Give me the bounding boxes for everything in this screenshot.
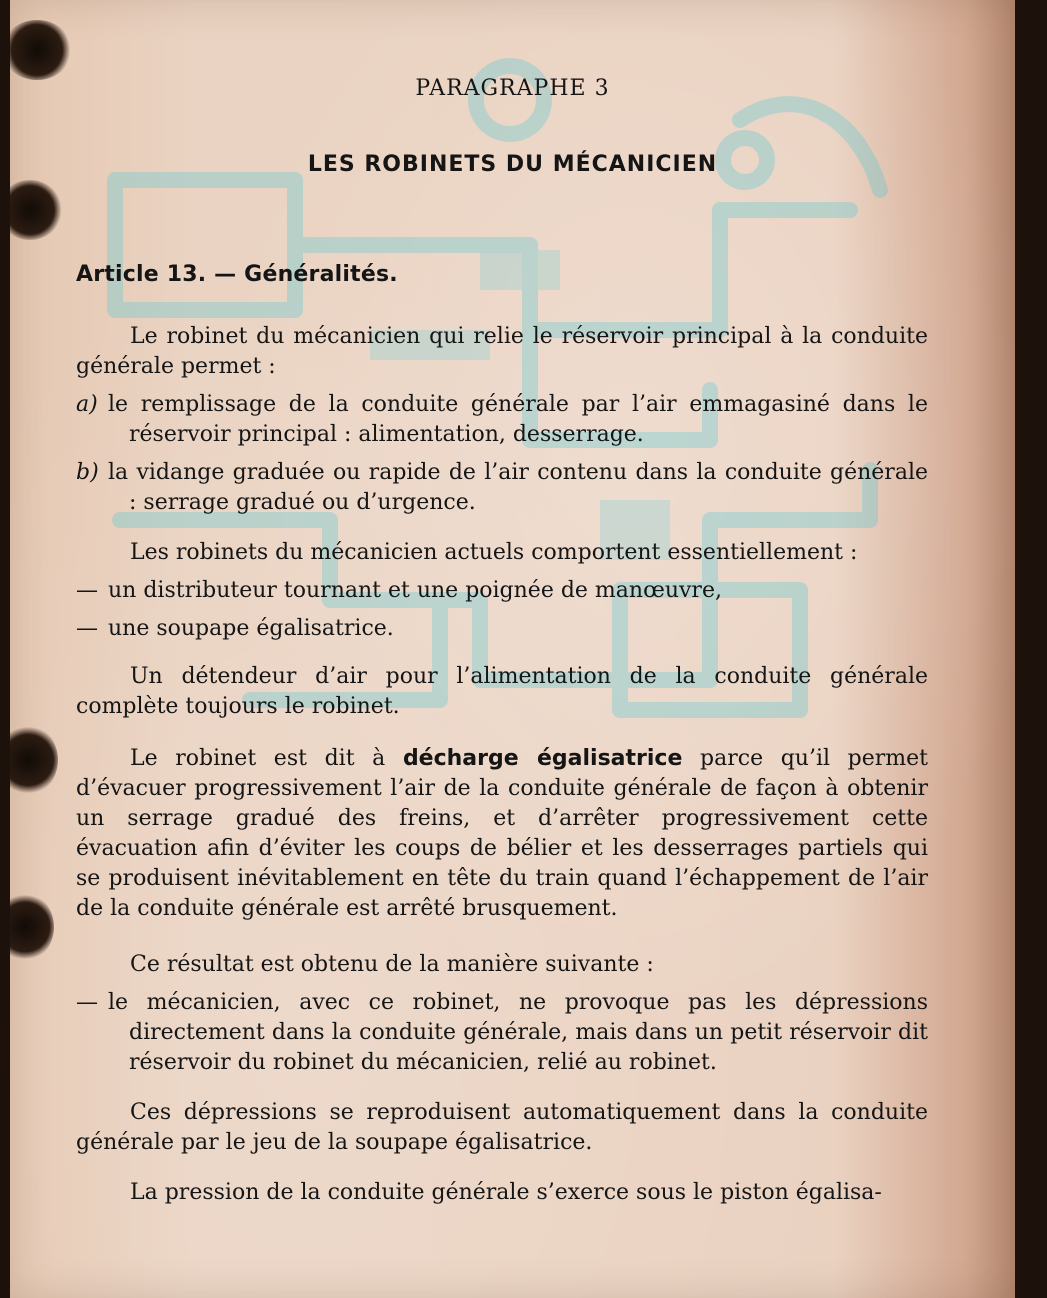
page-content [10,0,1015,1298]
list-marker: a) [76,392,98,417]
paragraph-label: PARAGRAPHE 3 [415,76,610,101]
component-item [76,576,928,606]
decharge-emphasis: décharge égalisatrice [402,746,683,771]
dash-marker: — [76,990,98,1015]
decharge-text-after: parce qu’il permet d’évacuer progressivement l’air de la conduite générale de façon à obtenir un serrage gradué des freins, et d’arrêter progressivement cette évacuation afin d’éviter les coups de bélier et les desserrages partiels qui se produisent inévitablement en tête du train quand l’échappement de l’air de la conduite générale est arrêté brusquement. [76,746,929,921]
component-text: une soupape égalisatrice. [108,616,394,641]
dash-marker: — [76,616,98,641]
result-intro: Ce résultat est obtenu de la manière suivante : [130,952,654,977]
result-item [76,988,928,1078]
list-item-text: le remplissage de la conduite générale par l’air emmagasiné dans le réservoir principal : alimentation, desserrage. [108,392,928,447]
pressure-paragraph: La pression de la conduite générale s’exerce sous le piston égalisa- [130,1180,882,1205]
component-item [76,614,928,644]
article-title: Article 13. — Généralités. [76,262,398,287]
depressions-paragraph: Ces dépressions se reproduisent automatiquement dans la conduite générale par le jeu de la soupape égalisatrice. [76,1100,928,1155]
result-item-text: le mécanicien, avec ce robinet, ne provoque pas les dépressions directement dans la conduite générale, mais dans un petit réservoir dit réservoir du robinet du mécanicien, relié au robinet. [108,990,928,1075]
intro-paragraph: Le robinet du mécanicien qui relie le réservoir principal à la conduite générale permet : [76,324,928,379]
article-body [76,322,928,1208]
list-item-text: la vidange graduée ou rapide de l’air contenu dans la conduite générale : serrage gradué ou d’urgence. [108,460,928,515]
section-title: LES ROBINETS DU MÉCANICIEN [307,152,718,177]
components-intro: Les robinets du mécanicien actuels comportent essentiellement : [130,540,858,565]
component-text: un distributeur tournant et une poignée de manœuvre, [108,578,722,603]
decharge-paragraph [76,744,928,924]
dash-marker: — [76,578,98,603]
list-item-a [76,390,928,450]
list-marker: b) [76,460,99,485]
decharge-text-before: Le robinet est dit à [130,746,386,771]
list-item-b [76,458,928,518]
document-page [10,0,1015,1298]
detendeur-paragraph: Un détendeur d’air pour l’alimentation de la conduite générale complète toujours le robinet. [76,664,928,719]
